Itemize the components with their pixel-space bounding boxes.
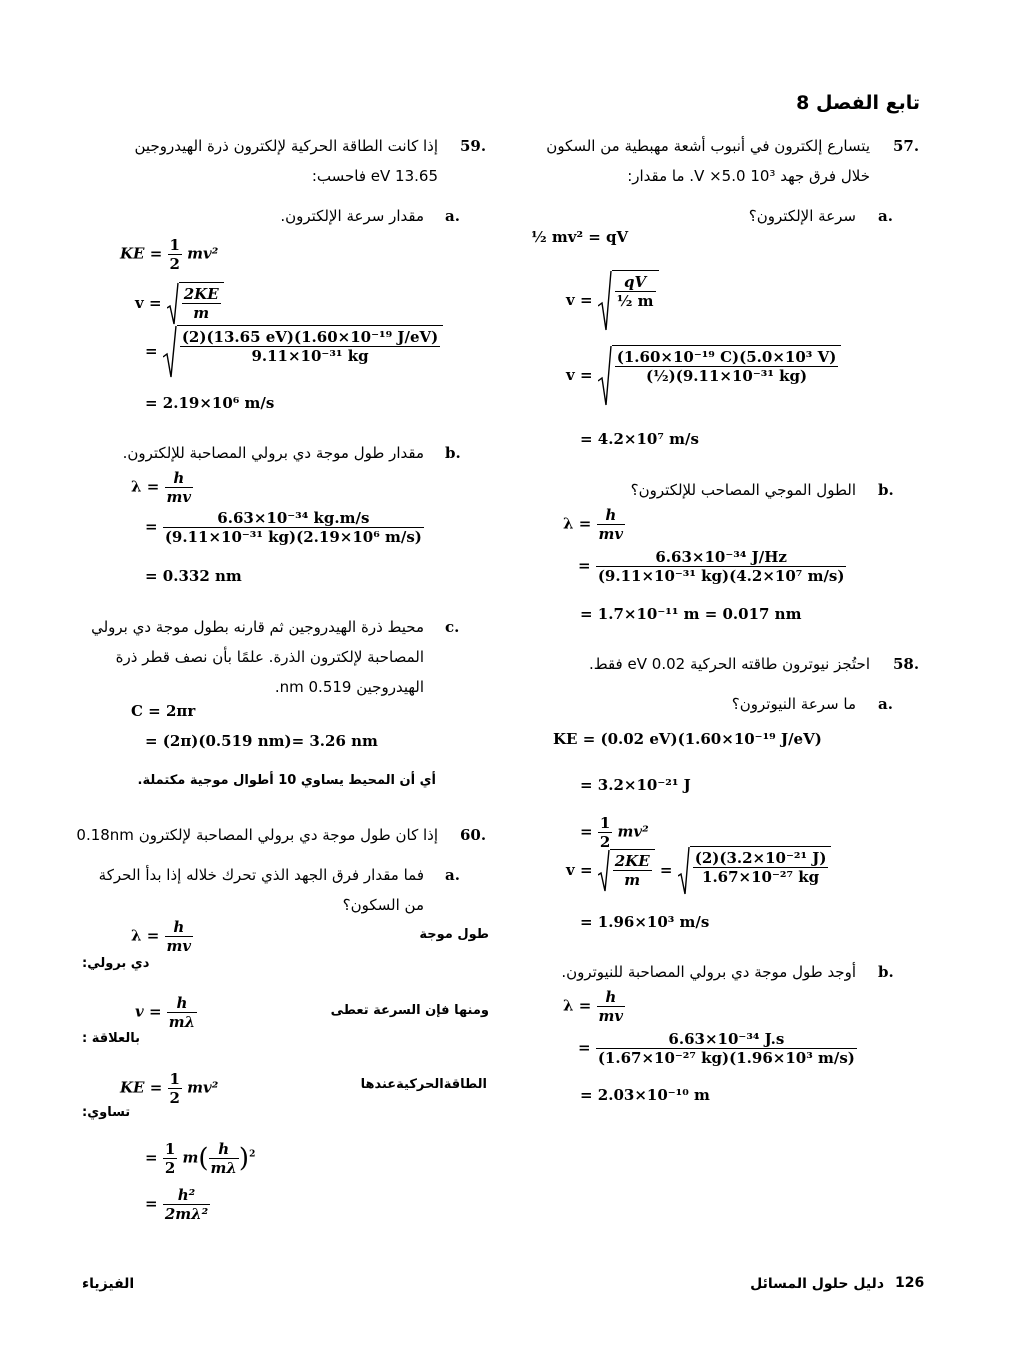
equation-58a-4	[566, 846, 831, 896]
result-57a: = 4.2×10⁷ m/s	[580, 430, 699, 448]
part-60a-line2: من السكون؟	[342, 896, 424, 914]
fraction-numerator: qV	[615, 273, 656, 292]
result-58a: = 1.96×10³ m/s	[580, 913, 710, 931]
fraction-denominator: ½ m	[616, 292, 654, 310]
part-label-60a: a.	[445, 866, 460, 884]
sqrt	[678, 846, 832, 896]
equals: =	[659, 861, 673, 879]
problem-57-line2: خلال فرق جهد 10³ V ×5.0. ما مقدار:	[627, 167, 870, 185]
equals: =	[578, 556, 591, 575]
result-58b: = 2.03×10⁻¹⁰ m	[580, 1086, 710, 1104]
eq-lhs: KE =	[120, 244, 163, 263]
half-fraction: $\frac{1}{2}$	[169, 236, 180, 273]
equation-60a-5	[145, 1186, 210, 1223]
problem-57-line1: يتسارع إلكترون في أنبوب أشعة مهبطية من السكون	[546, 137, 870, 155]
fraction-numerator: h	[597, 988, 626, 1007]
part-label-57b: b.	[878, 481, 894, 499]
problem-59-line2: 13.65 eV فاحسب:	[311, 167, 438, 185]
fraction-denominator: mλ	[168, 1013, 196, 1031]
result-59b: = 0.332 nm	[145, 567, 242, 585]
eq-rhs: mv²	[187, 244, 219, 263]
sqrt	[163, 325, 443, 379]
fraction-numerator: h	[597, 506, 626, 525]
sqrt	[598, 345, 842, 407]
eq-lhs: v =	[566, 366, 593, 384]
exponent: 2	[249, 1149, 256, 1160]
sqrt	[167, 282, 224, 326]
equation-60a-2	[135, 994, 197, 1031]
part-59c-line1: محيط ذرة الهيدروجين ثم قارنه بطول موجة دي برولي	[91, 618, 424, 636]
fraction-numerator: (2)(3.2×10⁻²¹ J)	[694, 849, 827, 867]
fraction-denominator: (9.11×10⁻³¹ kg)(2.19×10⁶ m/s)	[164, 528, 422, 546]
problem-number-57: 57.	[893, 137, 920, 155]
equation-57a-1: ½ mv² = qV	[531, 228, 629, 246]
part-59a-text: مقدار سرعة الإلكترون.	[280, 207, 424, 225]
part-57a-text: سرعة الإلكترون؟	[748, 207, 856, 225]
equals: =	[145, 517, 158, 536]
part-label-59b: b.	[445, 444, 461, 462]
sqrt	[598, 270, 659, 332]
equals: =	[578, 1038, 591, 1057]
part-label-58a: a.	[878, 695, 893, 713]
part-58a-text: ما سرعة النيوترون؟	[731, 695, 856, 713]
part-59c-text	[84, 612, 424, 702]
equation-59c-2: = (2π)(0.519 nm)= 3.26 nm	[145, 732, 378, 750]
problem-57-text	[510, 131, 870, 191]
eq-lhs: λ =	[563, 996, 592, 1015]
eq-rhs: mv²	[187, 1078, 219, 1097]
fraction-numerator: h	[167, 994, 197, 1013]
equation-58a-2: = 3.2×10⁻²¹ J	[580, 776, 691, 794]
eq-lhs: v =	[566, 861, 593, 879]
equation-57a-3	[566, 345, 841, 407]
note-energy-right: الطاقةالحركيةعندها	[360, 1077, 487, 1092]
equation-59c-1: C = 2πr	[131, 702, 196, 720]
eq-lhs: KE =	[120, 1078, 163, 1097]
equation-57b-2	[578, 548, 846, 585]
result-59a: = 2.19×10⁶ m/s	[145, 394, 275, 412]
fraction-denominator: mv	[598, 1007, 624, 1025]
fraction-numerator: 6.63×10⁻³⁴ J.s	[596, 1030, 857, 1049]
note-wavelength-left: دي برولي:	[82, 956, 150, 971]
part-label-59c: c.	[445, 618, 460, 636]
fraction-denominator: (1.67×10⁻²⁷ kg)(1.96×10³ m/s)	[597, 1049, 855, 1067]
eq-lhs: v =	[135, 1002, 162, 1021]
fraction-numerator: 2KE	[614, 852, 650, 870]
equation-60a-4	[145, 1140, 255, 1177]
equation-58b-2	[578, 1030, 857, 1067]
fraction-denominator: (½)(9.11×10⁻³¹ kg)	[645, 367, 808, 385]
equals: =	[145, 342, 158, 360]
equation-58b-1	[563, 988, 625, 1025]
eq-lhs: λ =	[131, 477, 160, 496]
equation-59b-2	[145, 509, 424, 546]
part-60a-line1: فما مقدار فرق الجهد الذي تحرك خلاله إذا بدأ الحركة	[98, 866, 424, 884]
problem-59-text	[88, 131, 438, 191]
part-label-59a: a.	[445, 207, 460, 225]
fraction-denominator: 9.11×10⁻³¹ kg	[251, 347, 369, 365]
problem-number-59: 59.	[460, 137, 487, 155]
equation-58a-1: KE = (0.02 eV)(1.60×10⁻¹⁹ J/eV)	[553, 730, 822, 748]
equation-57b-1	[563, 506, 625, 543]
eq-lhs: λ =	[131, 926, 160, 945]
half-fraction: $\frac{1}{2}$	[599, 814, 611, 851]
fraction-numerator: 6.63×10⁻³⁴ J/Hz	[596, 548, 847, 567]
fraction-numerator: h	[165, 469, 194, 488]
part-58b-text: أوجد طول موجة دي برولي المصاحبة للنيوترون.	[561, 963, 856, 981]
fraction-numerator: h	[165, 918, 194, 937]
equation-57a-2	[566, 270, 659, 332]
equation-59a-2	[135, 282, 224, 326]
equation-59b-1	[131, 469, 193, 506]
mass-symbol: m	[182, 1148, 199, 1167]
sqrt	[598, 849, 655, 893]
fraction-denominator: 1.67×10⁻²⁷ kg	[702, 868, 820, 886]
fraction-denominator: 2mλ²	[164, 1205, 209, 1223]
part-59c-line2: المصاحبة لإلكترون الذرة. علمًا بأن نصف قطر ذرة	[115, 648, 424, 666]
fraction-denominator: mv	[598, 525, 624, 543]
equation-59a-1	[120, 236, 218, 273]
eq-lhs: λ =	[563, 514, 592, 533]
half-fraction: $\frac{1}{2}$	[164, 1140, 176, 1177]
problem-59-line1: إذا كانت الطاقة الحركية لإلكترون ذرة الهيدروجين	[134, 137, 438, 155]
eq-lhs: v =	[135, 294, 162, 312]
equals: =	[145, 1194, 158, 1213]
problem-58-text: احتُجز نيوترون طاقته الحركية 0.02 eV فقط.	[588, 655, 870, 673]
note-wavelength-right: طول موجة	[419, 927, 489, 942]
equals: =	[145, 1148, 158, 1167]
part-57b-text: الطول الموجي المصاحب للإلكترون؟	[630, 481, 856, 499]
problem-number-58: 58.	[893, 655, 920, 673]
fraction-numerator: (1.60×10⁻¹⁹ C)(5.0×10³ V)	[616, 348, 837, 366]
fraction-numerator: h²	[163, 1186, 210, 1205]
fraction-numerator: h	[209, 1140, 239, 1159]
footer-page-number: 126	[895, 1275, 925, 1291]
equals: =	[580, 822, 593, 841]
problem-60-text: إذا كان طول موجة دي برولي المصاحبة لإلكترون 0.18nm	[76, 826, 438, 844]
equation-59a-3	[145, 325, 443, 379]
note-energy-left: تساوي:	[82, 1105, 131, 1120]
paren-close: )	[238, 1143, 250, 1174]
equation-60a-1	[131, 918, 193, 955]
eq-rhs: mv²	[617, 822, 649, 841]
paren-open: (	[198, 1143, 209, 1174]
part-label-57a: a.	[878, 207, 893, 225]
problem-number-60: 60.	[460, 826, 487, 844]
note-59c: أي أن المحيط يساوي 10 أطوال موجية مكتملة.	[137, 773, 436, 788]
fraction-denominator: mλ	[210, 1159, 237, 1177]
fraction-denominator: m	[624, 871, 641, 889]
part-label-58b: b.	[878, 963, 894, 981]
eq-lhs: v =	[566, 291, 593, 309]
fraction-denominator: mv	[166, 488, 192, 506]
footer-subject: الفيزياء	[82, 1276, 135, 1292]
note-speed-left: بالعلاقة :	[82, 1031, 140, 1046]
half-fraction: $\frac{1}{2}$	[169, 1070, 180, 1107]
page-title: تابع الفصل 8	[796, 92, 920, 114]
fraction-denominator: mv	[166, 937, 192, 955]
result-57b: = 1.7×10⁻¹¹ m = 0.017 nm	[580, 605, 802, 623]
part-59c-line3: الهيدروجين 0.519 nm.	[274, 678, 424, 696]
fraction-numerator: 6.63×10⁻³⁴ kg.m/s	[163, 509, 424, 528]
fraction-numerator: (2)(13.65 eV)(1.60×10⁻¹⁹ J/eV)	[181, 328, 439, 346]
part-60a-text	[84, 860, 424, 920]
note-speed-right: ومنها فإن السرعة تعطى	[330, 1003, 489, 1018]
fraction-denominator: (9.11×10⁻³¹ kg)(4.2×10⁷ m/s)	[597, 567, 845, 585]
fraction-denominator: m	[193, 304, 210, 322]
fraction-numerator: 2KE	[183, 285, 219, 303]
equation-60a-3	[120, 1070, 218, 1107]
footer-book-title: دليل حلول المسائل	[750, 1276, 884, 1292]
part-59b-text: مقدار طول موجة دي برولي المصاحبة للإلكترون.	[122, 444, 424, 462]
